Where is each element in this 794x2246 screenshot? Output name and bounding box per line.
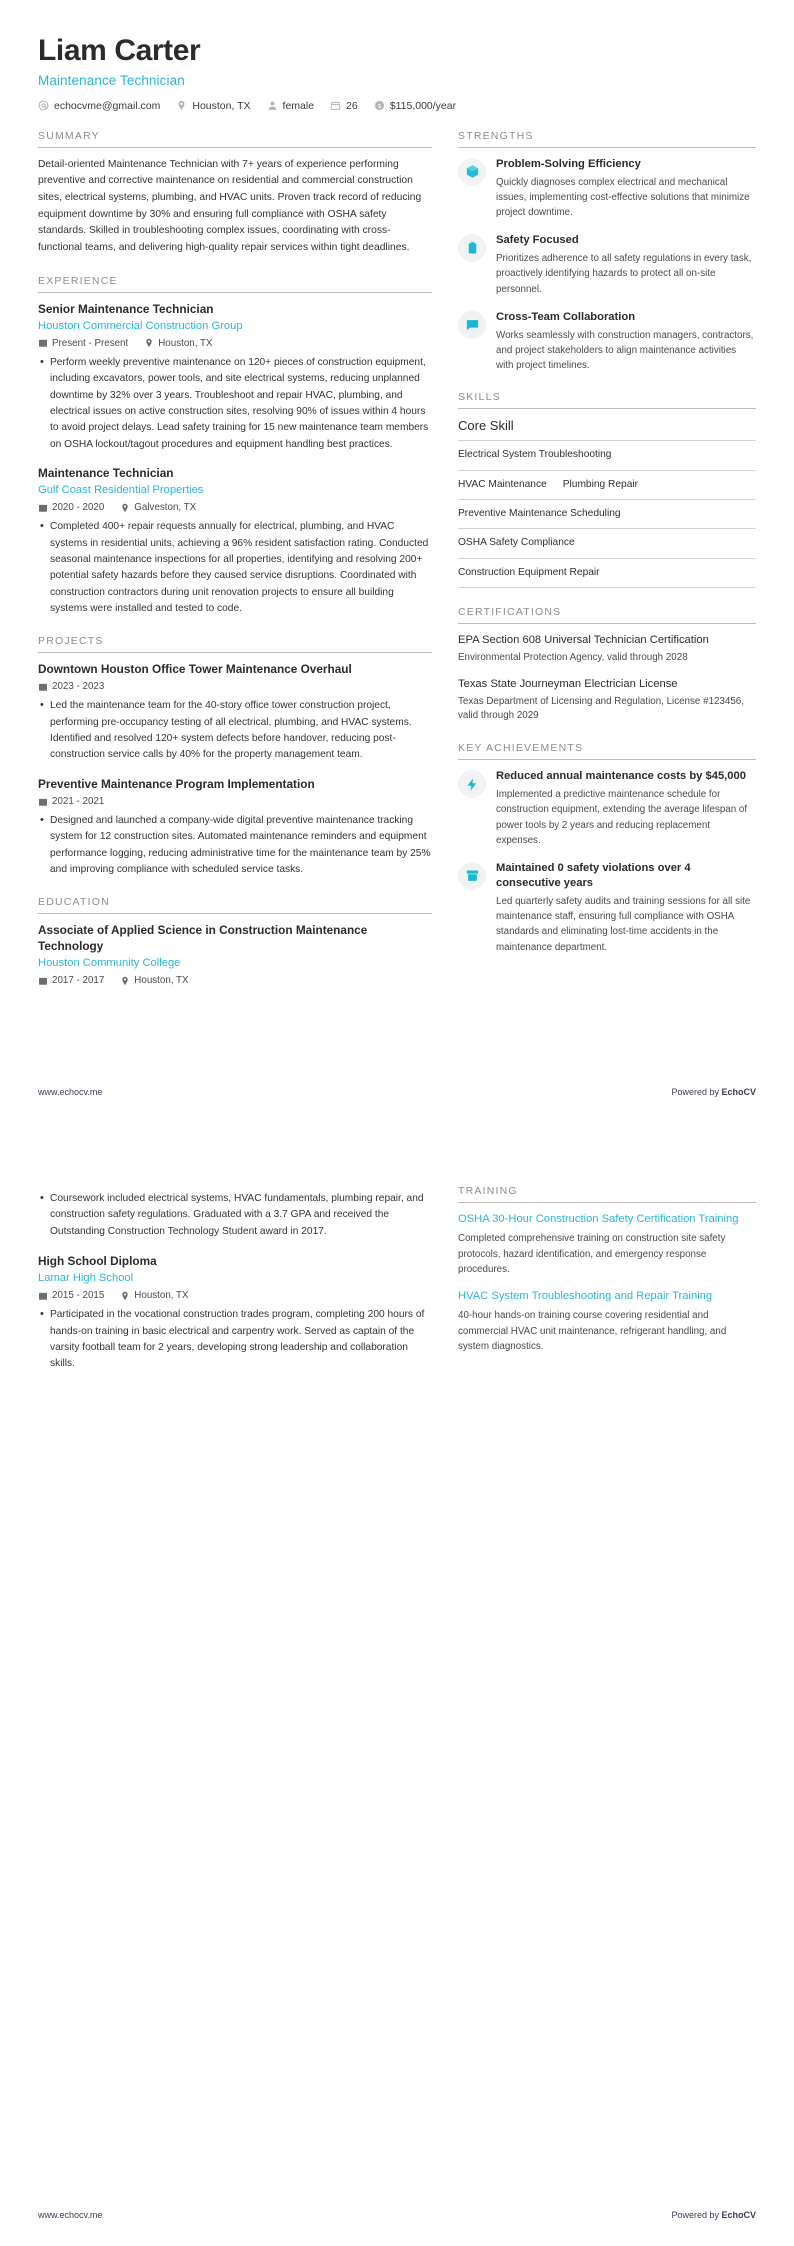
training-heading: TRAINING [458,1185,756,1203]
skill-chip: Plumbing Repair [562,478,639,490]
person-icon [267,100,278,111]
experience-bullets [38,519,432,617]
summary-heading: SUMMARY [38,130,432,148]
training-item [458,1212,756,1277]
cube-icon [458,158,486,186]
location-pin-icon [144,338,154,348]
strengths-heading: STRENGTHS [458,130,756,148]
calendar-icon [38,976,48,986]
education-heading: EDUCATION [38,896,432,914]
contact-email-value: echocvme@gmail.com [54,99,161,112]
skill-row [458,559,756,588]
experience-bullets [38,355,432,453]
calendar-icon [330,100,341,111]
experience-meta [38,338,432,349]
certifications-section [458,606,756,724]
lightning-icon [458,770,486,798]
project-bullets [38,813,432,878]
education-meta [38,1290,432,1301]
skill-row [458,500,756,529]
experience-location [144,338,212,349]
training-desc: 40-hour hands-on training course covering residential and commercial HVAC unit maintenance, refrigerant handling, and system diagnostics. [458,1310,727,1352]
calendar-icon [38,797,48,807]
skill-chip: OSHA Safety Compliance [458,537,575,549]
email-icon [38,100,49,111]
calendar-icon [38,338,48,348]
skill-chip: Construction Equipment Repair [458,566,600,578]
core-skill-label: Core Skill [458,418,756,441]
contact-salary-value: $115,000/year [389,99,457,112]
education-entry [38,1254,432,1373]
certification-issuer: Texas Department of Licensing and Regulation, License #123456, valid through 2029 [458,695,744,722]
education-location-value: Houston, TX [134,1290,189,1302]
achievement-title: Maintained 0 safety violations over 4 consecutive years [496,861,691,889]
strength-title: Problem-Solving Efficiency [496,157,641,170]
education-meta [38,975,432,986]
strength-item [458,157,756,221]
skill-chip: Preventive Maintenance Scheduling [458,507,621,519]
project-dates-value: 2023 - 2023 [52,681,105,693]
project-title: Preventive Maintenance Program Implementation [38,776,315,791]
strength-desc: Quickly diagnoses complex electrical and mechanical issues, implementing cost-effective solutions that minimize project downtime. [496,176,750,218]
projects-section [38,635,432,878]
education-location-value: Houston, TX [134,975,189,987]
project-entry [38,777,432,879]
location-pin-icon [120,1291,130,1301]
footer-url[interactable]: www.echocv.me [38,1087,103,1097]
education-school[interactable]: Houston Community College [38,956,181,969]
skills-heading: SKILLS [458,391,756,409]
experience-location-value: Galveston, TX [134,502,197,514]
education-dates-value: 2017 - 2017 [52,975,105,987]
skill-chip: Electrical System Troubleshooting [458,449,612,461]
summary-section [38,130,432,257]
page-1-columns [38,130,756,1005]
experience-org[interactable]: Gulf Coast Residential Properties [38,484,204,497]
project-meta [38,796,432,807]
achievement-desc: Led quarterly safety audits and training sessions for all site maintenance staff, ensuring full compliance with OSHA standards and eliminating lost-time accidents in the maintenance department. [496,896,751,953]
bullet: • Participated in the vocational construction trades program, completing 200 hours of hands-on training in basic electrical and carpentry work. Served as captain of the varsity football team for 2 years, developing strong leadership and collaboration skills. [38,1307,432,1372]
project-meta [38,681,432,692]
left-column [38,130,458,1005]
achievement-item [458,769,756,848]
experience-entry [38,302,432,453]
calendar-icon [38,682,48,692]
education-bullets [38,1191,432,1240]
bullet: • Coursework included electrical systems, HVAC fundamentals, plumbing repair, and construction safety regulations. Graduated with a 3.7 GPA and received the Outstanding Construction Technology Student award in 2017. [38,1191,432,1240]
certification-issuer: Environmental Protection Agency, valid through 2028 [458,651,688,663]
right-column [458,130,756,973]
bullet: • Perform weekly preventive maintenance on 120+ pieces of construction equipment, including excavators, power tools, and site electrical systems, reducing unplanned downtime by 32% over 3 years. Troubleshoot and repair HVAC, plumbing, and electrical issues on active construction sites, resolving 90% of issues within 4 hours to avoid project delays. Lead safety training for 15 new maintenance team members on OSHA lockout/tagout procedures and equipment handling best practices. [38,355,432,453]
skill-chip: HVAC Maintenance [458,478,547,490]
left-column-page-2 [38,1185,458,1386]
training-name[interactable]: HVAC System Troubleshooting and Repair Training [458,1289,713,1302]
award-icon [458,862,486,890]
project-bullets [38,698,432,763]
project-entry [38,662,432,764]
skills-section [458,391,756,587]
project-dates [38,796,104,807]
contact-row [38,100,756,112]
skill-row [458,529,756,558]
experience-title: Senior Maintenance Technician [38,301,214,316]
training-item [458,1289,756,1354]
strength-item [458,310,756,374]
resume-header [38,34,756,112]
svg-text:$: $ [377,103,381,110]
bullet: • Completed 400+ repair requests annually for electrical, plumbing, and HVAC systems in residential units, achieving a 96% resident satisfaction rating. Conducted seasonal maintenance inspections for all properties, identifying and resolving 200+ potential safety hazards before they caused service disruptions. Coordinated with construction contractors during unit renovation projects to ensure all building systems were installed and tested to code. [38,519,432,617]
experience-meta [38,502,432,513]
education-degree: Associate of Applied Science in Construction Maintenance Technology [38,923,368,953]
footer-powered-prefix: Powered by [671,1087,722,1097]
bullet: • Designed and launched a company-wide digital preventive maintenance tracking system for 12 construction sites. Automated maintenance reminders and equipment performance logging, reducing administrative time for the maintenance team by 25% and improving compliance with scheduled service tasks. [38,813,432,878]
page-footer [38,1087,756,1097]
experience-dates [38,338,128,349]
strength-desc: Prioritizes adherence to all safety regulations in every task, proactively identifying hazards to protect all on-site personnel. [496,253,752,295]
certification-name: EPA Section 608 Universal Technician Certification [458,633,709,646]
experience-section [38,275,432,618]
chat-icon [458,311,486,339]
experience-dates-value: 2020 - 2020 [52,502,105,514]
footer-url[interactable]: www.echocv.me [38,2210,103,2220]
education-bullets [38,1307,432,1372]
contact-age-value: 26 [346,99,358,112]
education-dates [38,1290,104,1301]
right-column-page-2 [458,1185,756,1372]
strength-title: Cross-Team Collaboration [496,310,636,323]
location-pin-icon [120,976,130,986]
training-desc: Completed comprehensive training on construction site safety protocols, hazard identification, and emergency response procedures. [458,1233,726,1275]
footer-brand [671,1087,756,1097]
certification-name: Texas State Journeyman Electrician License [458,677,678,690]
contact-email [38,100,160,112]
education-school[interactable]: Lamar High School [38,1272,134,1285]
candidate-name: Liam Carter [38,34,201,67]
experience-dates-value: Present - Present [52,337,129,349]
footer-brand-name: EchoCV [721,1087,756,1097]
candidate-job-title: Maintenance Technician [38,72,185,88]
strength-desc: Works seamlessly with construction managers, contractors, and project stakeholders to align maintenance activities with project timelines. [496,329,754,372]
training-name[interactable]: OSHA 30-Hour Construction Safety Certification Training [458,1213,739,1225]
experience-entry [38,466,432,617]
contact-location [176,100,250,112]
experience-heading: EXPERIENCE [38,275,432,293]
page-2-columns [38,1185,756,1386]
project-dates-value: 2021 - 2021 [52,796,105,808]
location-pin-icon [176,100,187,111]
location-pin-icon [120,503,130,513]
education-entry [38,923,432,986]
footer-brand-name: EchoCV [721,2210,756,2220]
resume-page-2 [0,1123,794,2246]
footer-powered-prefix: Powered by [671,2210,722,2220]
project-title: Downtown Houston Office Tower Maintenance Overhaul [38,662,352,677]
calendar-icon [38,1291,48,1301]
contact-gender [267,100,315,112]
education-section [38,896,432,986]
summary-text: Detail-oriented Maintenance Technician with 7+ years of experience performing preventive and corrective maintenance on residential and commercial construction sites, electrical systems, plumbing, and HVAC units. Proven track record of reducing equipment downtime by 30% and ensuring full compliance with OSHA safety standards. Skilled in troubleshooting complex issues, coordinating with cross-functional teams, and delivering high-quality repair services within tight deadlines. [38,158,422,253]
shield-icon [458,234,486,262]
key-achievements-heading: KEY ACHIEVEMENTS [458,742,756,760]
projects-heading: PROJECTS [38,635,432,653]
experience-title: Maintenance Technician [38,465,174,480]
certification-item [458,677,756,724]
achievement-desc: Implemented a predictive maintenance schedule for construction equipment, extending the average lifespan of power tools by 2 years and reducing replacement expenses. [496,789,748,846]
contact-gender-value: female [282,99,315,112]
experience-location [120,502,196,513]
strengths-section [458,130,756,374]
education-dates-value: 2015 - 2015 [52,1290,105,1302]
education-degree: High School Diploma [38,1253,157,1268]
training-section [458,1185,756,1354]
education-location [120,1290,188,1301]
bullet: • Led the maintenance team for the 40-story office tower construction project, performing pre-occupancy testing of all electrical, plumbing, and HVAC systems. Identified and resolved 120+ system defects before handover, reducing post-construction service calls by 40% for the property management team. [38,698,432,763]
contact-age [330,100,358,112]
calendar-icon [38,503,48,513]
key-achievements-section [458,742,756,955]
experience-org[interactable]: Houston Commercial Construction Group [38,319,243,332]
skill-row [458,441,756,470]
achievement-item [458,861,756,955]
education-dates [38,975,104,986]
strength-title: Safety Focused [496,234,579,247]
footer-brand [671,2210,756,2220]
project-dates [38,681,104,692]
achievement-title: Reduced annual maintenance costs by $45,000 [496,770,746,783]
experience-dates [38,502,104,513]
contact-location-value: Houston, TX [192,99,251,112]
certification-item [458,633,756,666]
strength-item [458,233,756,297]
skill-row [458,471,756,500]
dollar-icon [374,100,385,111]
contact-salary [374,100,456,112]
certifications-heading: CERTIFICATIONS [458,606,756,624]
page-footer [38,2210,756,2220]
education-location [120,975,188,986]
experience-location-value: Houston, TX [158,337,213,349]
